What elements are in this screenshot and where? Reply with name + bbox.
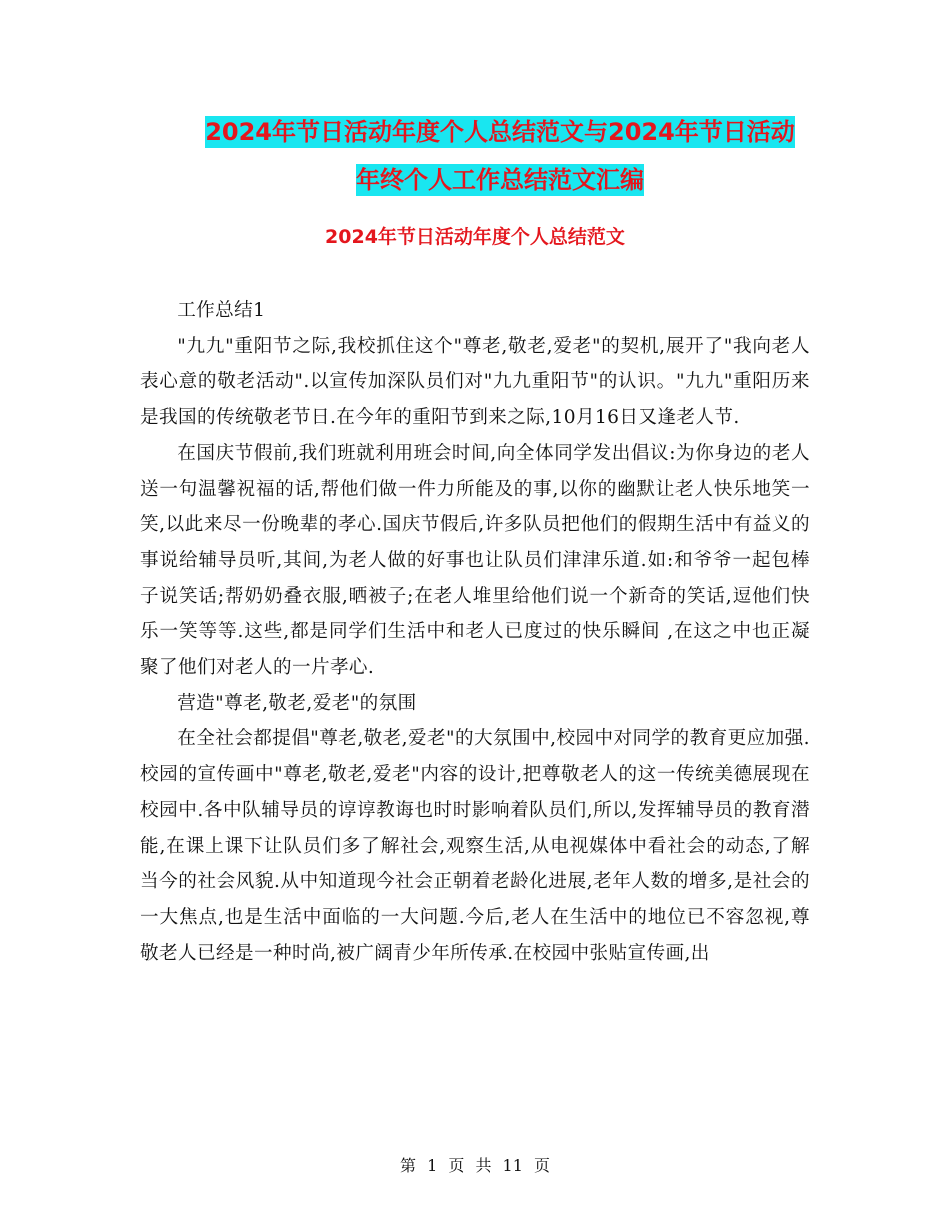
body-paragraph: "九九"重阳节之际,我校抓住这个"尊老,敬老,爱老"的契机,展开了"我向老人表心意的敬老活动".以宣传加深队员们对"九九重阳节"的认识。"九九"重阳历来是我国的传统敬老节日.在今年的重阳节到来之际,10月16日又逢老人节. [140, 335, 810, 429]
body-paragraph: 在全社会都提倡"尊老,敬老,爱老"的大氛围中,校园中对同学的教育更应加强.校园的宣传画中"尊老,敬老,爱老"内容的设计,把尊敬老人的这一传统美德展现在校园中.各中队辅导员的谆谆教诲也时时影响着队员们,所以,发挥辅导员的教育潜能,在课上课下让队员们多了解社会,观察生活,从电视媒体中看社会的动态,了解当今的社会风貌.从中知道现今社会正朝着老龄化进展,老年人数的增多,是社会的一大焦点,也是生活中面临的一大问题.今后,老人在生活中的地位已不容忽视,尊敬老人已经是一种时尚,被广阔青少年所传承.在校园中张贴宣传画,出 [140, 728, 810, 964]
document-title [140, 108, 860, 204]
section-title: 2024年节日活动年度个人总结范文 [325, 226, 625, 248]
page-number-footer: 第 1 页 共 11 页 [400, 1156, 550, 1175]
document-title-line-1: 2024年节日活动年度个人总结范文与2024年节日活动 [205, 118, 795, 146]
document-body [140, 293, 810, 971]
subheading-atmosphere: 营造"尊老,敬老,爱老"的氛围 [177, 692, 417, 714]
body-paragraph: 在国庆节假前,我们班就利用班会时间,向全体同学发出倡议:为你身边的老人送一句温馨祝福的话,帮他们做一件力所能及的事,以你的幽默让老人快乐地笑一笑,以此来尽一份晚辈的孝心.国庆节假后,许多队员把他们的假期生活中有益义的事说给辅导员听,其间,为老人做的好事也让队员们津津乐道.如:和爷爷一起包棒子说笑话;帮奶奶叠衣服,晒被子;在老人堆里给他们说一个新奇的笑话,逗他们快乐一笑等等.这些,都是同学们生活中和老人已度过的快乐瞬间 ,在这之中也正凝聚了他们对老人的一片孝心. [140, 442, 810, 679]
subheading-work-summary: 工作总结1 [177, 300, 266, 321]
document-title-line-2: 年终个人工作总结范文汇编 [356, 166, 644, 194]
